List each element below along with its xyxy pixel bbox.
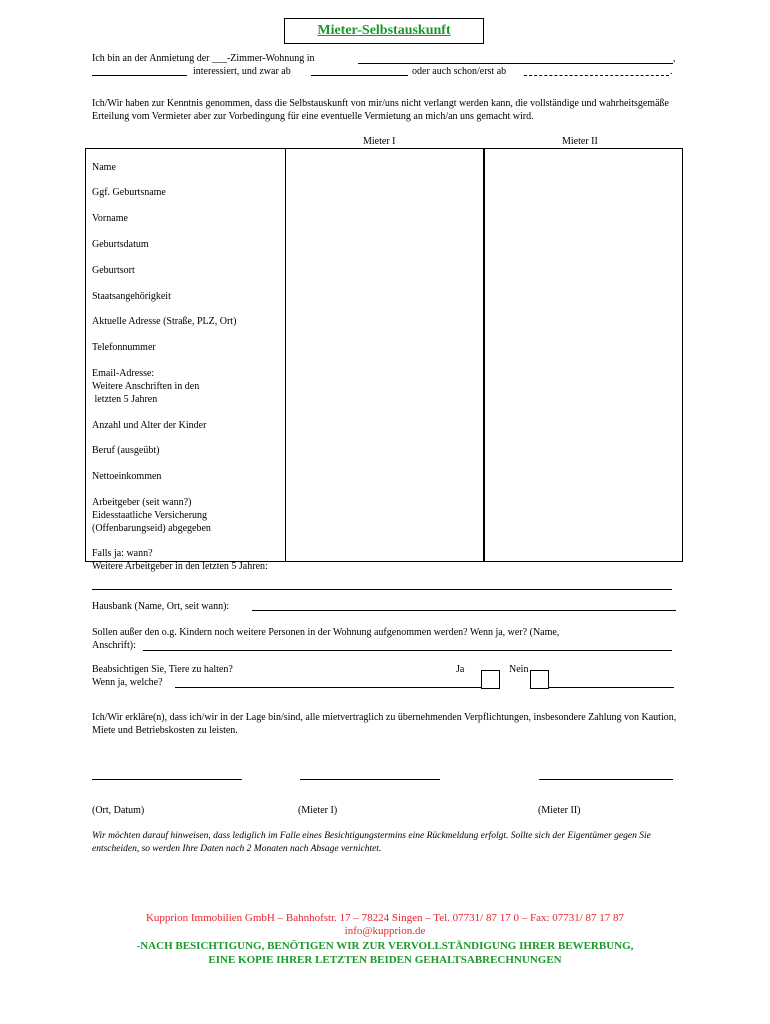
- pets-no-checkbox[interactable]: [530, 670, 549, 689]
- pets-yes-checkbox[interactable]: [481, 670, 500, 689]
- place-date-label: (Ort, Datum): [92, 805, 145, 816]
- row-label-last-5-years: letzten 5 Jahren: [92, 394, 158, 405]
- comma: ,: [673, 53, 676, 64]
- row-label-net-income: Nettoeinkommen: [92, 471, 162, 482]
- disclaimer-paragraph: Wir möchten darauf hinweisen, dass lediglich im Falle eines Besichtigungstermins eine Rückmeldung erfolgt. Sollte sich der Eigentümer gegen Sie entscheiden, so werden Ihre Daten nach 2 Monaten nach Absage vernichtet.: [92, 831, 651, 854]
- page-title: Mieter-Selbstauskunft: [317, 23, 451, 38]
- pets-which-label: Wenn ja, welche?: [92, 677, 163, 688]
- row-label-birth-name: Ggf. Geburtsname: [92, 187, 166, 198]
- pets-which-field-end[interactable]: [549, 687, 674, 688]
- pets-yes-label: Ja: [456, 664, 465, 675]
- row-label-phone: Telefonnummer: [92, 342, 156, 353]
- tenant-2-column[interactable]: [484, 148, 683, 562]
- period: .: [670, 66, 673, 77]
- intro-interested-text: interessiert, und zwar ab: [193, 66, 291, 77]
- footer-company-info: Kupprion Immobilien GmbH – Bahnhofstr. 17 – 78224 Singen – Tel. 07731/ 87 17 0 – Fax: 07731/ 87 17 87: [145, 912, 625, 924]
- apartment-location-field[interactable]: [358, 63, 673, 64]
- interest-blank-field[interactable]: [92, 75, 187, 76]
- row-label-birth-date: Geburtsdatum: [92, 239, 149, 250]
- row-label-affidavit: Eidesstaatliche Versicherung: [92, 510, 208, 521]
- date-from-field[interactable]: [311, 75, 408, 76]
- row-label-occupation: Beruf (ausgeübt): [92, 445, 160, 456]
- intro-or-earlier-text: oder auch schon/erst ab: [412, 66, 507, 77]
- row-label-address: Aktuelle Adresse (Straße, PLZ, Ort): [92, 316, 237, 327]
- pets-question: Beabsichtigen Sie, Tiere zu halten?: [92, 664, 233, 675]
- row-label-nationality: Staatsangehörigkeit: [92, 291, 171, 302]
- place-date-signature-line[interactable]: [92, 779, 242, 780]
- row-label-birth-place: Geburtsort: [92, 265, 135, 276]
- declaration-paragraph: Ich/Wir erkläre(n), dass ich/wir in der Lage bin/sind, alle mietvertraglich zu übernehmenden Verpflichtungen, insbesondere Zahlung von Kaution, Miete und Betriebskosten zu leisten.: [92, 712, 677, 736]
- pets-no-label: Nein: [509, 664, 529, 675]
- bank-label: Hausbank (Name, Ort, seit wann):: [92, 601, 230, 612]
- notice-paragraph: Ich/Wir haben zur Kenntnis genommen, dass die Selbstauskunft von mir/uns nicht verlangt werden kann, die vollständige und wahrheitsgemäße Erteilung vom Vermieter aber zur Vorbedingung für eine eventuelle Vermietung an mich/an uns gemacht wird.: [92, 98, 669, 122]
- previous-employers-field[interactable]: [92, 589, 672, 590]
- previous-employers-label: Weitere Arbeitgeber in den letzten 5 Jahren:: [92, 561, 268, 572]
- footer-notice-line-1: -NACH BESICHTIGUNG, BENÖTIGEN WIR ZUR VERVOLLSTÄNDIGUNG IHRER BEWERBUNG,: [136, 940, 634, 952]
- row-label-first-name: Vorname: [92, 213, 128, 224]
- title-box: [284, 18, 484, 44]
- other-persons-field[interactable]: [143, 650, 672, 651]
- bank-field[interactable]: [252, 610, 676, 611]
- row-label-email: Email-Adresse:: [92, 368, 155, 379]
- row-label-if-yes-when: Falls ja: wann?: [92, 548, 153, 559]
- pets-which-field[interactable]: [175, 687, 481, 688]
- tenant-2-signature-line[interactable]: [539, 779, 673, 780]
- intro-line-1-text: Ich bin an der Anmietung der ___-Zimmer-Wohnung in: [92, 53, 315, 64]
- column-header-tenant-1: Mieter I: [363, 136, 396, 147]
- other-persons-address-label: Anschrift):: [92, 640, 136, 651]
- tenant-2-signature-label: (Mieter II): [538, 805, 581, 816]
- date-from-alt-field[interactable]: [524, 75, 669, 76]
- footer-email[interactable]: info@kupprion.de: [344, 925, 426, 937]
- column-header-tenant-2: Mieter II: [562, 136, 598, 147]
- footer-notice-line-2: EINE KOPIE IHRER LETZTEN BEIDEN GEHALTSABRECHNUNGEN: [208, 954, 562, 966]
- row-label-previous-addresses: Weitere Anschriften in den: [92, 381, 200, 392]
- tenant-1-signature-line[interactable]: [300, 779, 440, 780]
- tenant-1-column[interactable]: [285, 148, 484, 562]
- row-label-employer: Arbeitgeber (seit wann?): [92, 497, 192, 508]
- tenant-1-signature-label: (Mieter I): [298, 805, 338, 816]
- row-label-name: Name: [92, 162, 116, 173]
- other-persons-question: Sollen außer den o.g. Kindern noch weitere Personen in der Wohnung aufgenommen werden? Wenn ja, wer? (Name,: [92, 627, 560, 638]
- row-label-disclosure-oath: (Offenbarungseid) abgegeben: [92, 523, 211, 534]
- row-label-children: Anzahl und Alter der Kinder: [92, 420, 207, 431]
